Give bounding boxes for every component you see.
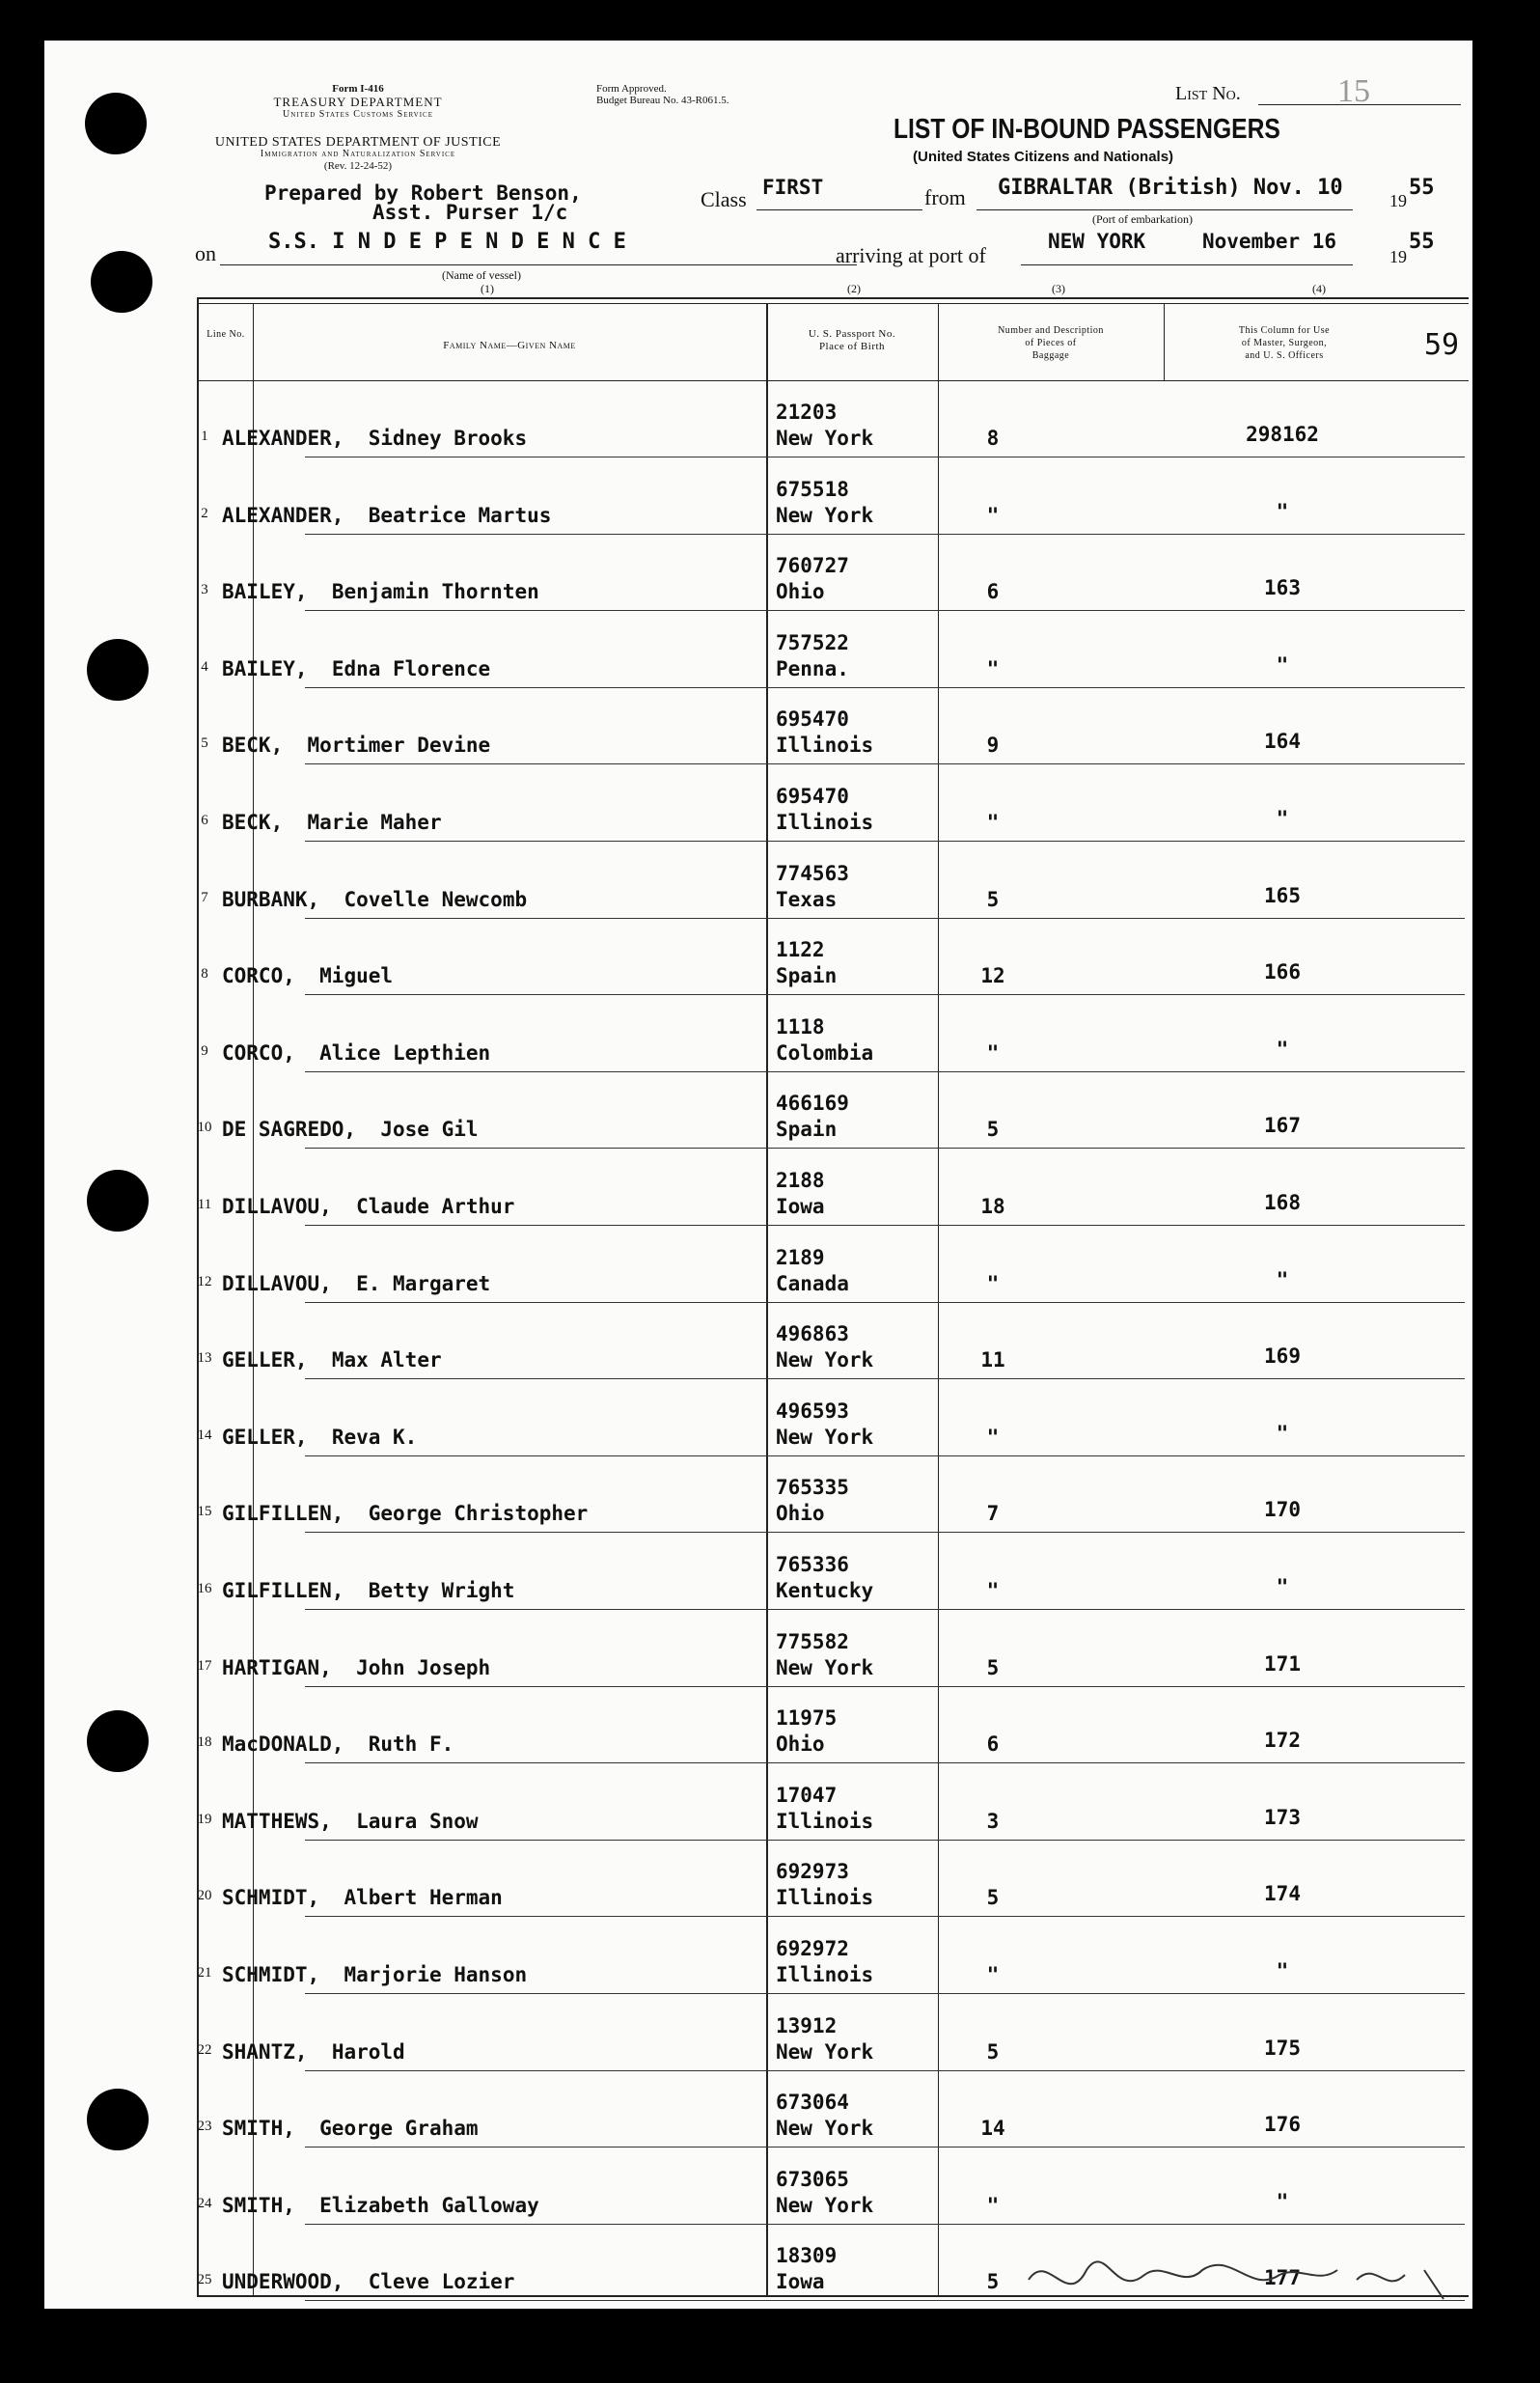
official-number: " bbox=[1276, 1421, 1289, 1445]
place-of-birth: Iowa bbox=[776, 2270, 825, 2294]
family-name: ALEXANDER, bbox=[222, 427, 344, 450]
table-row bbox=[197, 1455, 1469, 1533]
line-number: 13 bbox=[197, 1350, 212, 1367]
baggage-count: " bbox=[986, 1040, 1000, 1065]
official-number: 172 bbox=[1264, 1729, 1301, 1753]
official-number: 167 bbox=[1264, 1114, 1301, 1138]
passenger-name bbox=[222, 1272, 490, 1295]
passenger-name bbox=[222, 888, 527, 911]
passenger-name bbox=[222, 1118, 479, 1141]
table-row bbox=[197, 1379, 1469, 1456]
page-number: 59 bbox=[1424, 328, 1460, 362]
family-name: MacDONALD, bbox=[222, 1732, 344, 1757]
passenger-name bbox=[222, 1656, 490, 1679]
baggage-count: 5 bbox=[986, 2270, 1000, 2294]
table-row bbox=[197, 611, 1469, 688]
official-number: 177 bbox=[1264, 2266, 1301, 2290]
family-name: GILFILLEN, bbox=[222, 1579, 344, 1602]
passport-cell bbox=[776, 2243, 837, 2295]
family-name: BECK, bbox=[222, 734, 284, 758]
family-name: SCHMIDT, bbox=[222, 1963, 320, 1986]
year-prefix-2: 19 bbox=[1389, 247, 1407, 266]
baggage-count: 5 bbox=[986, 2039, 1000, 2064]
official-number: " bbox=[1276, 2189, 1289, 2213]
family-name: DILLAVOU, bbox=[222, 1271, 332, 1295]
passport-cell bbox=[776, 707, 873, 759]
punch-hole bbox=[91, 251, 152, 313]
baggage-count: 9 bbox=[986, 734, 1000, 758]
place-of-birth: Texas bbox=[776, 887, 838, 911]
place-of-birth: New York bbox=[776, 2193, 874, 2217]
place-of-birth: Kentucky bbox=[776, 1579, 874, 1602]
given-name: Mortimer Devine bbox=[307, 734, 491, 758]
col-num-4: (4) bbox=[1312, 282, 1326, 295]
line-number: 21 bbox=[197, 1965, 212, 1981]
line-number: 16 bbox=[197, 1581, 212, 1596]
official-number: 166 bbox=[1264, 960, 1301, 984]
official-number: 174 bbox=[1264, 1882, 1301, 1906]
passport-number: 1118 bbox=[776, 1014, 825, 1039]
passenger-name bbox=[222, 811, 442, 834]
place-of-birth: Colombia bbox=[776, 1040, 874, 1065]
on-label: on bbox=[195, 241, 216, 265]
place-of-birth: New York bbox=[776, 2039, 874, 2064]
baggage-count: 8 bbox=[986, 427, 1000, 450]
family-name: ALEXANDER, bbox=[222, 503, 344, 527]
passport-cell bbox=[776, 2167, 873, 2219]
col-header-line: Line No. bbox=[206, 329, 245, 340]
given-name: Marie Maher bbox=[307, 811, 442, 834]
passport-cell bbox=[776, 1859, 873, 1911]
passport-number: 18309 bbox=[776, 2244, 838, 2268]
place-of-birth: Ohio bbox=[776, 1502, 825, 1526]
table-row bbox=[197, 534, 1469, 611]
passport-number: 695470 bbox=[776, 707, 849, 732]
justice-dept: UNITED STATES DEPARTMENT OF JUSTICE bbox=[214, 135, 502, 150]
official-number: 298162 bbox=[1246, 423, 1319, 446]
line-number: 20 bbox=[197, 1888, 212, 1904]
table-row bbox=[197, 1840, 1469, 1917]
col-header-baggage: Number and Description of Pieces of Baggage bbox=[998, 325, 1104, 361]
line-number: 4 bbox=[201, 658, 208, 675]
place-of-birth: Illinois bbox=[776, 1886, 874, 1910]
col-header-name: Family Name—Given Name bbox=[443, 340, 576, 351]
given-name: George Graham bbox=[319, 2117, 479, 2141]
page-subtitle: (United States Citizens and Nationals) bbox=[913, 149, 1174, 165]
passport-number: 11975 bbox=[776, 1706, 838, 1731]
line-number: 9 bbox=[201, 1042, 208, 1059]
line-number: 5 bbox=[201, 735, 208, 752]
from-value: GIBRALTAR (British) Nov. 10 bbox=[998, 176, 1343, 200]
given-name: Jose Gil bbox=[380, 1118, 479, 1142]
family-name: GELLER, bbox=[222, 1425, 308, 1449]
place-of-birth: New York bbox=[776, 1655, 874, 1679]
family-name: GILFILLEN, bbox=[222, 1502, 344, 1526]
given-name: Beatrice Martus bbox=[368, 503, 552, 527]
family-name: SMITH, bbox=[222, 2117, 295, 2141]
prepared-title: Asst. Purser 1/c bbox=[372, 201, 568, 224]
baggage-count: " bbox=[986, 656, 1000, 680]
passenger-name bbox=[222, 1579, 514, 1602]
passenger-name bbox=[222, 580, 539, 603]
passport-number: 692972 bbox=[776, 1937, 849, 1960]
port-embark-label: (Port of embarkation) bbox=[1092, 212, 1193, 226]
given-name: Albert Herman bbox=[344, 1886, 503, 1910]
table-row bbox=[197, 457, 1469, 535]
baggage-count: " bbox=[986, 811, 1000, 834]
family-name: BURBANK, bbox=[222, 887, 320, 911]
line-number: 25 bbox=[197, 2272, 212, 2288]
table-row bbox=[197, 1071, 1469, 1149]
baggage-count: 5 bbox=[986, 1886, 1000, 1910]
passport-cell bbox=[776, 1245, 849, 1297]
official-number: 168 bbox=[1264, 1191, 1301, 1214]
passport-cell bbox=[776, 1091, 849, 1143]
place-of-birth: Spain bbox=[776, 964, 838, 988]
family-name: SCHMIDT, bbox=[222, 1886, 320, 1910]
given-name: Harold bbox=[331, 2039, 405, 2064]
passenger-name bbox=[222, 1886, 503, 1909]
list-no-label: List No. bbox=[1175, 83, 1241, 104]
year-prefix: 19 bbox=[1389, 191, 1407, 210]
table-row bbox=[197, 380, 1469, 457]
passenger-name bbox=[222, 504, 551, 527]
passport-number: 13912 bbox=[776, 2013, 838, 2037]
form-approved: Form Approved. bbox=[596, 83, 667, 95]
given-name: Elizabeth Galloway bbox=[319, 2193, 539, 2217]
official-number: 169 bbox=[1264, 1344, 1301, 1369]
baggage-count: 14 bbox=[980, 2117, 1005, 2141]
passport-cell bbox=[776, 2013, 873, 2065]
form-revision: (Rev. 12-24-52) bbox=[323, 160, 393, 172]
form-number: Form I-416 bbox=[332, 83, 384, 95]
list-no-value: 15 bbox=[1337, 73, 1370, 109]
given-name: Ruth F. bbox=[368, 1732, 454, 1757]
line-number: 19 bbox=[197, 1811, 212, 1827]
table-row bbox=[197, 1686, 1469, 1763]
line-number: 8 bbox=[201, 966, 208, 983]
passport-cell bbox=[776, 1014, 873, 1067]
passport-number: 695470 bbox=[776, 785, 849, 808]
vessel-label: (Name of vessel) bbox=[442, 268, 521, 282]
line-number: 2 bbox=[201, 505, 208, 521]
table-row bbox=[197, 764, 1469, 842]
baggage-count: 11 bbox=[980, 1348, 1005, 1372]
immigration-service: Immigration and Naturalization Service bbox=[260, 149, 456, 159]
passport-cell bbox=[776, 1321, 873, 1373]
official-number: 165 bbox=[1264, 883, 1301, 907]
table-row bbox=[197, 1763, 1469, 1841]
passport-number: 2188 bbox=[776, 1169, 825, 1192]
prepared-by: Prepared by Robert Benson, bbox=[264, 181, 582, 205]
passport-number: 496593 bbox=[776, 1399, 849, 1423]
col-header-official: This Column for Use of Master, Surgeon, and U. S. Officers bbox=[1238, 325, 1331, 361]
passport-number: 466169 bbox=[776, 1092, 849, 1116]
official-number: 171 bbox=[1264, 1651, 1301, 1676]
family-name: DE SAGREDO, bbox=[222, 1118, 357, 1142]
table-row bbox=[197, 1533, 1469, 1610]
punch-hole bbox=[87, 639, 149, 701]
place-of-birth: New York bbox=[776, 1425, 874, 1449]
family-name: SHANTZ, bbox=[222, 2039, 308, 2064]
place-of-birth: New York bbox=[776, 2117, 874, 2141]
official-number: 173 bbox=[1264, 1805, 1301, 1829]
table-row bbox=[197, 1226, 1469, 1303]
passport-number: 774563 bbox=[776, 861, 849, 885]
passenger-name bbox=[222, 2270, 514, 2293]
passport-number: 673065 bbox=[776, 2167, 849, 2191]
baggage-count: 6 bbox=[986, 580, 1000, 604]
embark-year: 55 bbox=[1409, 176, 1435, 200]
table-row bbox=[197, 1917, 1469, 1994]
vessel-name: S.S. I N D E P E N D E N C E bbox=[268, 230, 626, 254]
official-number: " bbox=[1276, 807, 1289, 830]
passport-cell bbox=[776, 1168, 825, 1220]
baggage-count: 7 bbox=[986, 1502, 1000, 1526]
table-row bbox=[197, 2147, 1469, 2225]
punch-hole bbox=[87, 1170, 149, 1232]
passenger-name bbox=[222, 1041, 490, 1065]
passenger-name bbox=[222, 1348, 442, 1372]
baggage-count: " bbox=[986, 2193, 1000, 2217]
baggage-count: 5 bbox=[986, 1655, 1000, 1679]
passport-cell bbox=[776, 1475, 849, 1527]
place-of-birth: Illinois bbox=[776, 734, 874, 758]
official-number: " bbox=[1276, 1037, 1289, 1061]
baggage-count: 5 bbox=[986, 887, 1000, 911]
page-title: LIST OF IN-BOUND PASSENGERS bbox=[894, 114, 1280, 145]
place-of-birth: Spain bbox=[776, 1118, 838, 1142]
baggage-count: 18 bbox=[980, 1195, 1005, 1218]
given-name: Claude Arthur bbox=[356, 1195, 515, 1218]
passenger-name bbox=[222, 1426, 417, 1449]
given-name: Marjorie Hanson bbox=[344, 1963, 528, 1986]
passport-number: 1122 bbox=[776, 938, 825, 962]
given-name: Covelle Newcomb bbox=[344, 887, 528, 911]
table-row bbox=[197, 1994, 1469, 2071]
baggage-count: " bbox=[986, 1425, 1000, 1449]
passport-cell bbox=[776, 477, 873, 529]
table-row bbox=[197, 995, 1469, 1072]
signature-scrawl bbox=[1009, 2241, 1472, 2309]
passenger-name bbox=[222, 2194, 539, 2217]
passenger-name bbox=[222, 2040, 405, 2064]
table-row bbox=[197, 1610, 1469, 1687]
class-value: FIRST bbox=[762, 176, 824, 199]
baggage-count: 12 bbox=[980, 964, 1005, 988]
manifest-page bbox=[44, 41, 1472, 2309]
line-number: 3 bbox=[201, 582, 208, 598]
family-name: MATTHEWS, bbox=[222, 1809, 332, 1833]
family-name: BAILEY, bbox=[222, 656, 308, 680]
place-of-birth: Canada bbox=[776, 1271, 849, 1295]
treasury-dept: TREASURY DEPARTMENT bbox=[273, 95, 443, 109]
line-number: 24 bbox=[197, 2195, 212, 2211]
passport-number: 2189 bbox=[776, 1245, 825, 1269]
family-name: SMITH, bbox=[222, 2193, 295, 2217]
customs-service: United States Customs Service bbox=[283, 109, 433, 120]
baggage-count: " bbox=[986, 1271, 1000, 1295]
passport-cell bbox=[776, 2090, 873, 2142]
given-name: Edna Florence bbox=[331, 656, 491, 680]
baggage-count: " bbox=[986, 1963, 1000, 1986]
place-of-birth: Ohio bbox=[776, 1732, 825, 1757]
passport-cell bbox=[776, 1936, 873, 1988]
arriving-label: arriving at port of bbox=[836, 243, 986, 267]
place-of-birth: Penna. bbox=[776, 656, 849, 680]
passport-number: 765335 bbox=[776, 1476, 849, 1500]
passport-cell bbox=[776, 630, 849, 682]
given-name: Benjamin Thornten bbox=[331, 580, 539, 604]
line-number: 12 bbox=[197, 1273, 212, 1289]
passenger-name bbox=[222, 1195, 514, 1218]
family-name: BAILEY, bbox=[222, 580, 308, 604]
official-number: " bbox=[1276, 1959, 1289, 1982]
line-number: 17 bbox=[197, 1657, 212, 1674]
table-row bbox=[197, 918, 1469, 995]
line-number: 23 bbox=[197, 2119, 212, 2135]
given-name: Max Alter bbox=[331, 1348, 442, 1372]
table-row bbox=[197, 842, 1469, 919]
official-number: 175 bbox=[1264, 2036, 1301, 2060]
line-number: 1 bbox=[201, 429, 208, 444]
official-number: 170 bbox=[1264, 1498, 1301, 1522]
passenger-name bbox=[222, 1810, 479, 1833]
baggage-count: " bbox=[986, 1579, 1000, 1602]
passport-cell bbox=[776, 1705, 837, 1758]
passenger-name bbox=[222, 734, 490, 757]
col-header-passport: U. S. Passport No. Place of Birth bbox=[808, 328, 896, 352]
from-label: from bbox=[924, 185, 966, 209]
line-number: 7 bbox=[201, 889, 208, 905]
given-name: Sidney Brooks bbox=[368, 427, 528, 450]
official-number: " bbox=[1276, 1575, 1289, 1598]
place-of-birth: New York bbox=[776, 427, 874, 450]
place-of-birth: Iowa bbox=[776, 1195, 825, 1218]
official-number: " bbox=[1276, 499, 1289, 523]
punch-hole bbox=[87, 1710, 149, 1772]
passport-number: 692973 bbox=[776, 1860, 849, 1884]
passport-number: 757522 bbox=[776, 630, 849, 654]
place-of-birth: Illinois bbox=[776, 1809, 874, 1833]
given-name: Cleve Lozier bbox=[368, 2270, 515, 2294]
passport-number: 673064 bbox=[776, 2091, 849, 2115]
col-num-3: (3) bbox=[1052, 282, 1065, 295]
given-name: Laura Snow bbox=[356, 1809, 479, 1833]
passport-cell bbox=[776, 784, 873, 836]
baggage-count: 6 bbox=[986, 1732, 1000, 1757]
place-of-birth: New York bbox=[776, 503, 874, 527]
passport-number: 675518 bbox=[776, 477, 849, 501]
place-of-birth: Illinois bbox=[776, 1963, 874, 1986]
official-number: " bbox=[1276, 652, 1289, 677]
punch-hole bbox=[87, 2089, 149, 2150]
family-name: GELLER, bbox=[222, 1348, 308, 1372]
line-number: 22 bbox=[197, 2041, 212, 2058]
budget-bureau: Budget Bureau No. 43-R061.5. bbox=[596, 95, 729, 106]
class-label: Class bbox=[701, 187, 747, 211]
passport-number: 775582 bbox=[776, 1629, 849, 1653]
passenger-name bbox=[222, 1963, 527, 1986]
arrival-date: November 16 bbox=[1202, 230, 1337, 253]
col-num-2: (2) bbox=[847, 282, 861, 295]
passport-number: 760727 bbox=[776, 554, 849, 578]
passport-cell bbox=[776, 1552, 873, 1604]
table-row bbox=[197, 687, 1469, 764]
line-number: 18 bbox=[197, 1734, 212, 1751]
line-number: 14 bbox=[197, 1427, 212, 1443]
given-name: George Christopher bbox=[368, 1502, 589, 1526]
given-name: John Joseph bbox=[356, 1655, 491, 1679]
official-number: 164 bbox=[1264, 730, 1301, 754]
passenger-name bbox=[222, 1502, 588, 1525]
table-row bbox=[197, 2070, 1469, 2147]
table-row bbox=[197, 1149, 1469, 1226]
passenger-name bbox=[222, 657, 490, 680]
arrival-year: 55 bbox=[1409, 230, 1435, 254]
col-num-1: (1) bbox=[481, 282, 494, 295]
line-number: 6 bbox=[201, 813, 208, 828]
passenger-name bbox=[222, 427, 527, 450]
place-of-birth: New York bbox=[776, 1348, 874, 1372]
passport-number: 17047 bbox=[776, 1783, 838, 1807]
given-name: Miguel bbox=[319, 964, 394, 988]
passport-cell bbox=[776, 400, 873, 452]
family-name: CORCO, bbox=[222, 964, 295, 988]
passport-number: 765336 bbox=[776, 1553, 849, 1576]
passport-number: 496863 bbox=[776, 1322, 849, 1346]
passport-cell bbox=[776, 861, 849, 913]
given-name: Alice Lepthien bbox=[319, 1040, 491, 1065]
official-number: 176 bbox=[1264, 2113, 1301, 2137]
arrival-port: NEW YORK bbox=[1048, 230, 1146, 253]
given-name: Betty Wright bbox=[368, 1579, 515, 1602]
passport-number: 21203 bbox=[776, 401, 838, 424]
passport-cell bbox=[776, 1783, 873, 1835]
passport-cell bbox=[776, 1629, 873, 1681]
passport-cell bbox=[776, 553, 849, 605]
passenger-name bbox=[222, 1732, 454, 1756]
family-name: HARTIGAN, bbox=[222, 1655, 332, 1679]
place-of-birth: Illinois bbox=[776, 811, 874, 834]
family-name: UNDERWOOD, bbox=[222, 2270, 344, 2294]
family-name: DILLAVOU, bbox=[222, 1195, 332, 1218]
given-name: Reva K. bbox=[331, 1425, 418, 1449]
baggage-count: 5 bbox=[986, 1118, 1000, 1142]
passenger-name bbox=[222, 2117, 479, 2140]
family-name: BECK, bbox=[222, 811, 284, 834]
table-row bbox=[197, 1302, 1469, 1379]
given-name: E. Margaret bbox=[356, 1271, 491, 1295]
passport-cell bbox=[776, 937, 837, 989]
line-number: 10 bbox=[197, 1120, 212, 1136]
line-number: 11 bbox=[197, 1197, 212, 1212]
punch-hole bbox=[85, 93, 147, 154]
family-name: CORCO, bbox=[222, 1040, 295, 1065]
passenger-name bbox=[222, 964, 393, 987]
baggage-count: " bbox=[986, 503, 1000, 527]
official-number: " bbox=[1276, 1267, 1289, 1291]
official-number: 163 bbox=[1264, 576, 1301, 600]
baggage-count: 3 bbox=[986, 1809, 1000, 1833]
line-number: 15 bbox=[197, 1504, 212, 1520]
place-of-birth: Ohio bbox=[776, 580, 825, 604]
passport-cell bbox=[776, 1399, 873, 1451]
